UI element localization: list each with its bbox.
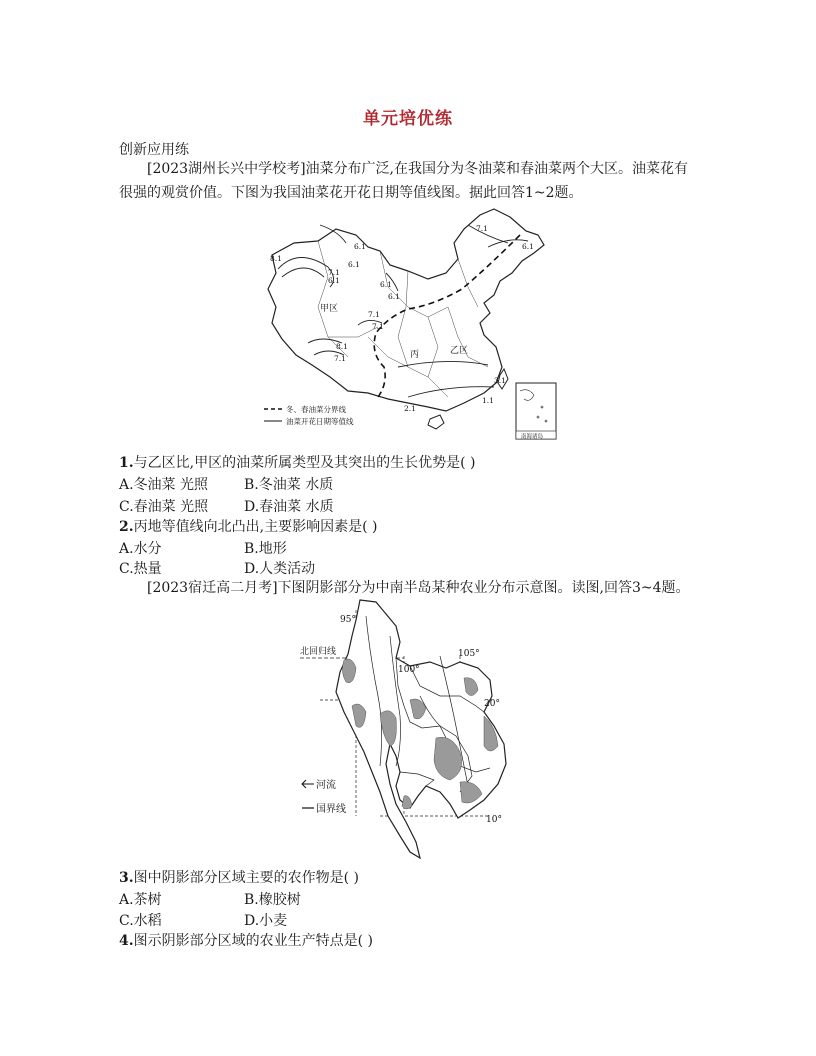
tropic-of-cancer-label: 北回归线 (300, 647, 337, 657)
q1-option-c: C.春油菜 光照 (119, 499, 209, 515)
q1-option-b: B.冬油菜 水质 (244, 477, 334, 493)
lon-95-label: 95° (340, 615, 356, 625)
isoline-label: 6.1 (522, 242, 534, 251)
question-4-stem (119, 930, 373, 950)
question-number: 1. (119, 455, 134, 471)
question-text: 与乙区比,甲区的油菜所属类型及其突出的生长优势是( ) (133, 455, 476, 471)
q2-option-b: B.地形 (244, 541, 287, 557)
lon-105-label: 105° (458, 649, 480, 659)
legend-river: 河流 (316, 780, 336, 791)
region-yi-label: 乙区 (450, 346, 469, 356)
question-number: 2. (119, 519, 134, 535)
q3-option-c: C.水稻 (119, 913, 162, 929)
region-jia-label: 甲区 (320, 304, 339, 314)
question-3-stem (119, 867, 359, 887)
question-2-stem (119, 516, 377, 536)
isoline-label: 7.1 (334, 354, 346, 363)
q1-option-d: D.春油菜 水质 (244, 499, 334, 515)
q1-option-a: A.冬油菜 光照 (119, 477, 209, 493)
isoline-label: 6.1 (380, 280, 392, 289)
question-text: 丙地等值线向北凸出,主要影响因素是( ) (133, 519, 378, 535)
isoline-label: 7.1 (328, 268, 340, 277)
q3-option-d: D.小麦 (244, 913, 288, 929)
indochina-agriculture-map (300, 596, 512, 860)
q2-option-a: A.水分 (119, 541, 162, 557)
isoline-label: 3.1 (494, 376, 506, 385)
passage-1-line-2: 很强的观赏价值。下图为我国油菜花开花日期等值线图。据此回答1~2题。 (119, 185, 583, 201)
question-text: 图中阴影部分区域主要的农作物是( ) (133, 870, 359, 886)
isoline-label: 7.1 (372, 322, 384, 331)
lat-20-label: 20° (484, 699, 500, 709)
q3-option-a: A.茶树 (119, 892, 162, 908)
legend-border: 国界线 (316, 804, 346, 815)
q2-option-c: C.热量 (119, 561, 162, 577)
section-label: 创新应用练 (119, 142, 189, 158)
legend-boundary: 冬、春油菜分界线 (286, 405, 346, 414)
q3-option-b: B.橡胶树 (244, 892, 301, 908)
isoline-label: 8.1 (336, 342, 348, 351)
isoline-label: 2.1 (404, 404, 416, 413)
page-title: 单元培优练 (363, 109, 453, 129)
legend-isoline: 油菜开花日期等值线 (286, 417, 354, 426)
location-bing-label: 丙 (410, 350, 420, 360)
isoline-label: 7.1 (368, 310, 380, 319)
isoline-label: 6.1 (328, 276, 340, 285)
winter-spring-boundary (374, 235, 520, 397)
river-legend-icon (302, 780, 314, 788)
province-boundaries (318, 241, 488, 397)
hainan-island (428, 415, 444, 429)
lat-10-label: 10° (486, 815, 502, 825)
question-1-stem (119, 452, 475, 472)
inset-label: 南海诸岛 (521, 434, 544, 440)
question-text: 图示阴影部分区域的农业生产特点是( ) (133, 933, 373, 949)
isoline-label: 6.1 (388, 292, 400, 301)
china-rapeseed-map (258, 207, 560, 443)
isoline-label: 6.1 (354, 242, 366, 251)
isoline-label: 7.1 (476, 224, 488, 233)
passage-1-line-1: [2023湖州长兴中学校考]油菜分布广泛,在我国分为冬油菜和春油菜两个大区。油菜花有 (147, 161, 689, 177)
isoline-label: 6.1 (348, 260, 360, 269)
lon-100-label: 100° (398, 665, 420, 675)
isoline-label: 8.1 (270, 254, 282, 263)
q2-option-d: D.人类活动 (244, 561, 316, 577)
question-number: 4. (119, 933, 134, 949)
indochina-outline (336, 600, 506, 858)
south-china-sea-inset (516, 383, 556, 439)
passage-2-line-1: [2023宿迁高二月考]下图阴影部分为中南半岛某种农业分布示意图。读图,回答3~4题。 (147, 580, 690, 596)
isoline-label: 1.1 (482, 396, 494, 405)
question-number: 3. (119, 870, 134, 886)
